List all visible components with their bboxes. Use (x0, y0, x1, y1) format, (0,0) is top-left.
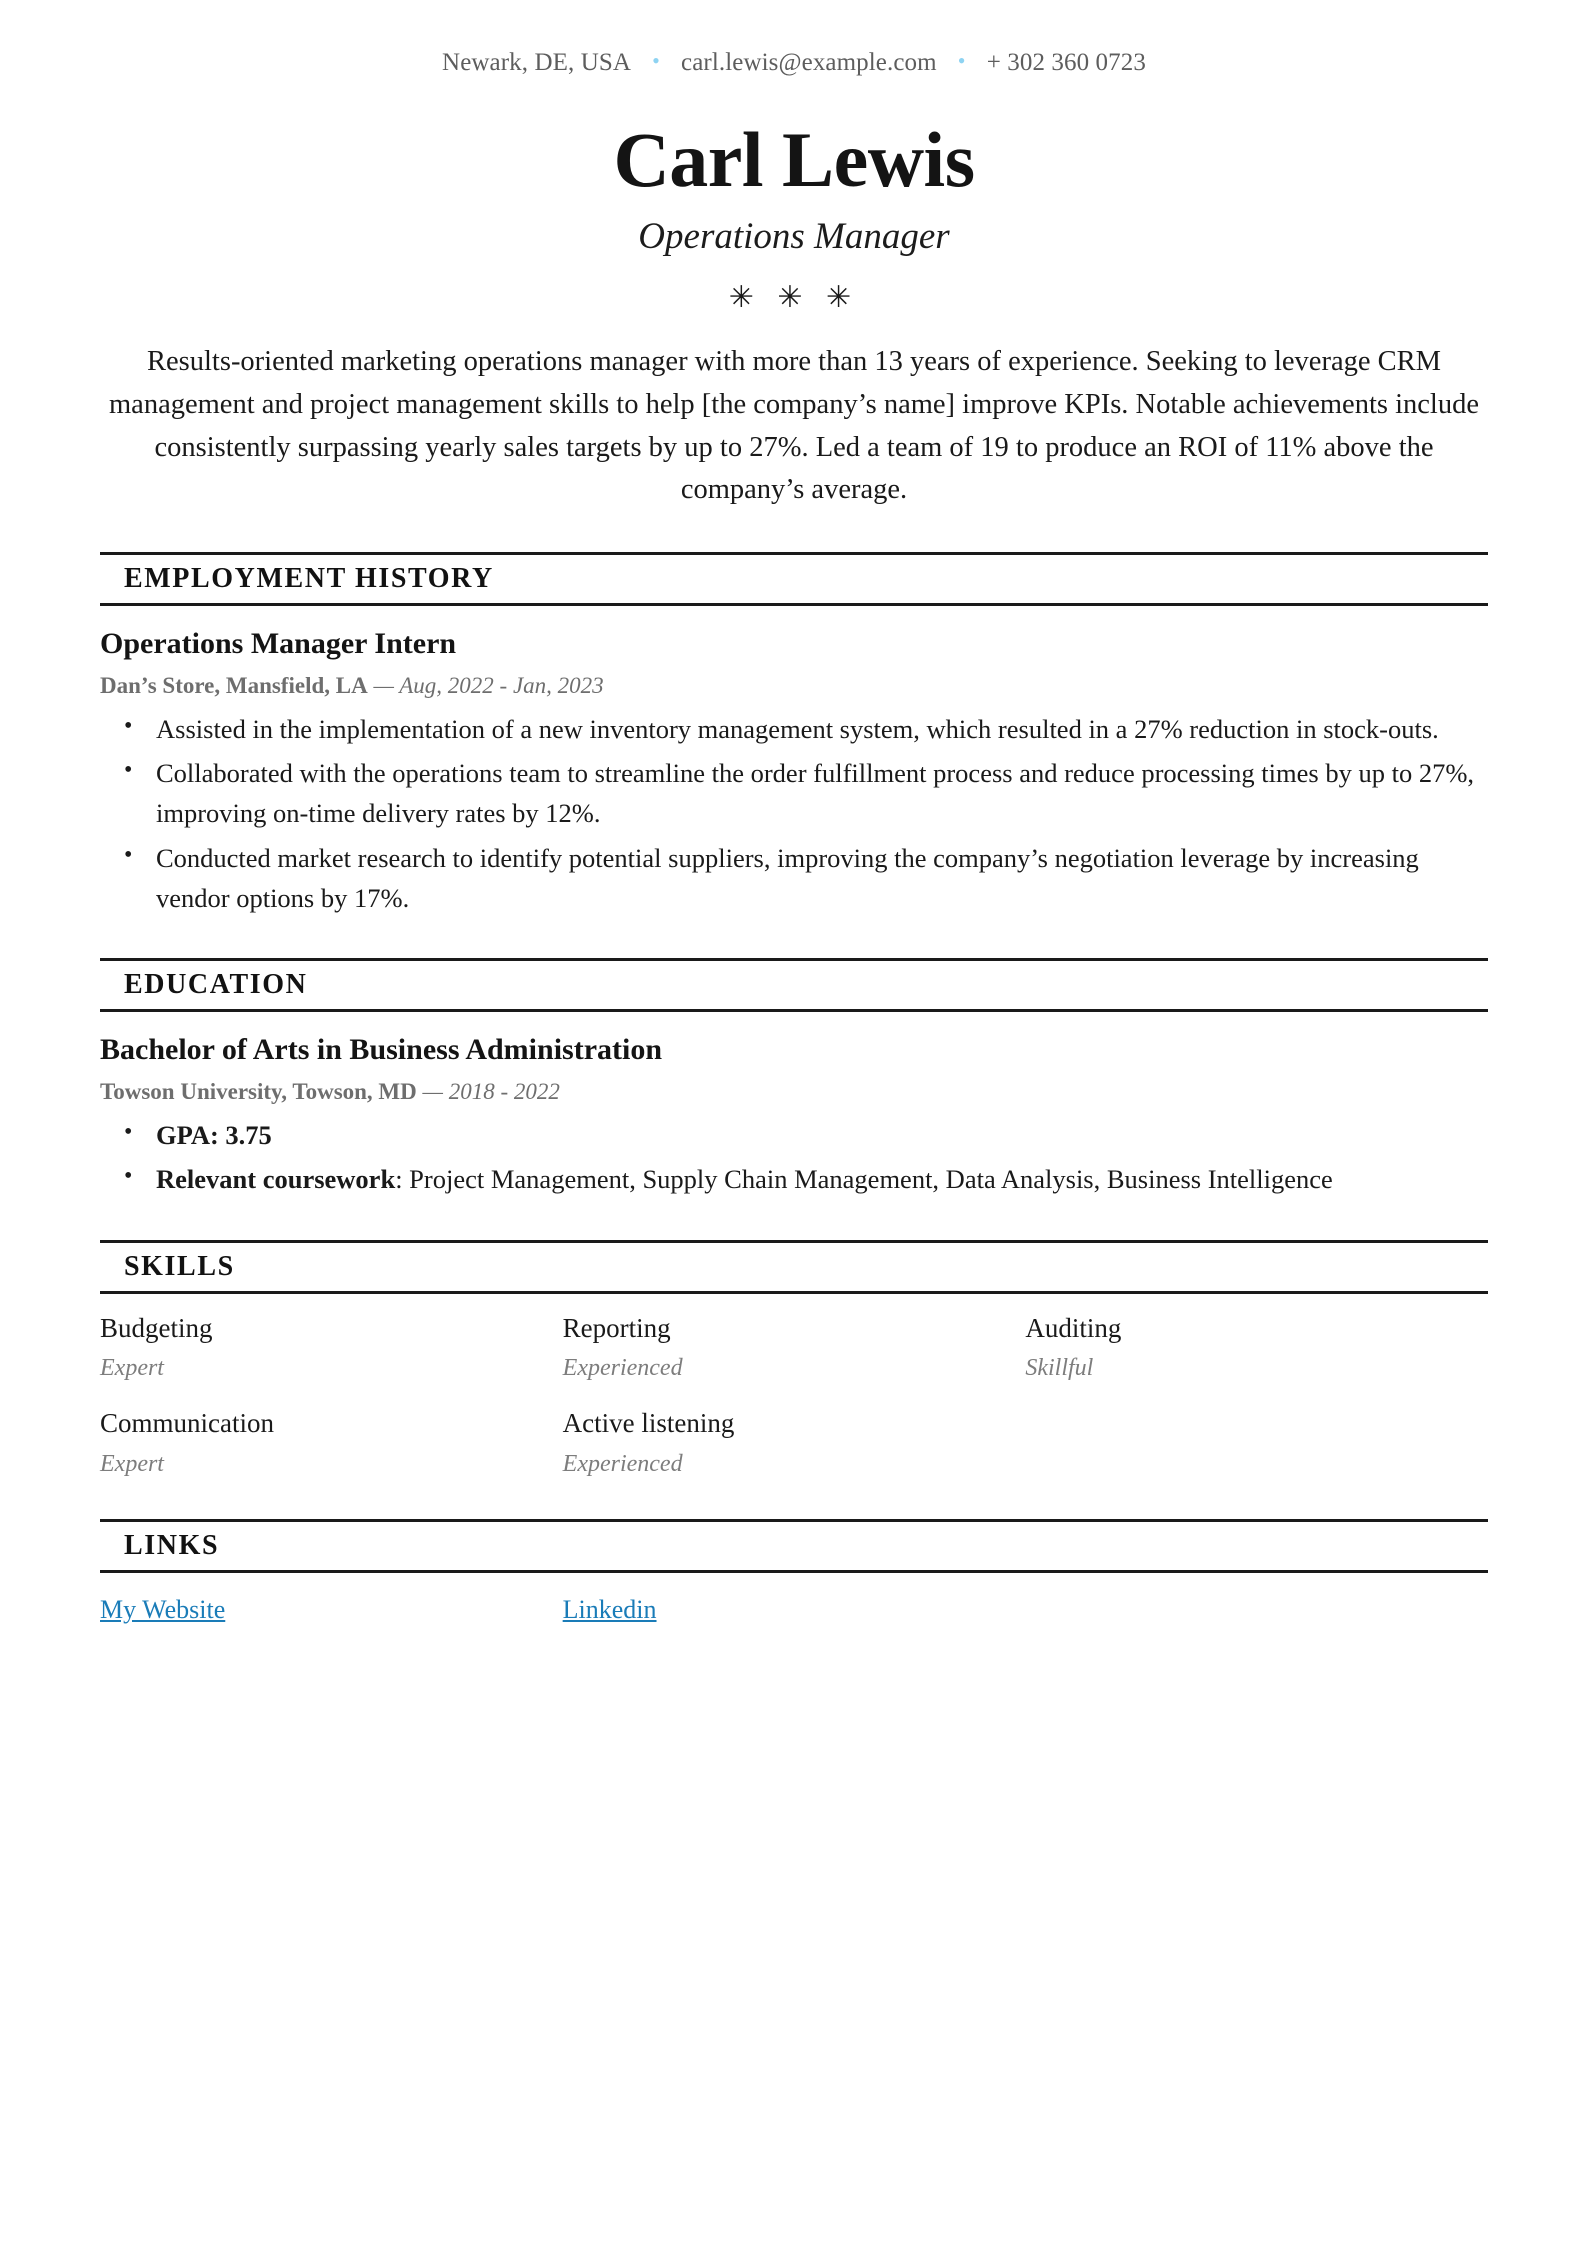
skill-name: Active listening (562, 1408, 735, 1439)
skill-name: Budgeting (100, 1312, 213, 1343)
link-cell-empty (1025, 1593, 1488, 1627)
skill-name: Auditing (1025, 1312, 1122, 1343)
employment-job-title: Operations Manager Intern (100, 627, 457, 660)
separator-dot-icon: • (957, 48, 966, 73)
education-bullet-list (100, 1115, 1488, 1200)
list-item: • Assisted in the implementation of a new inventory management system, which resulted in a 27% reduction in stock-outs. (150, 709, 1488, 749)
section-title-employment: EMPLOYMENT HISTORY (124, 563, 494, 594)
skill-name: Communication (100, 1408, 274, 1439)
contact-location: Newark, DE, USA (442, 49, 632, 76)
section-skills (100, 1240, 1488, 1480)
list-item (150, 1159, 1488, 1199)
employment-bullet-list (100, 709, 1488, 918)
link-my-website[interactable]: My Website (100, 1595, 226, 1625)
skill-item (563, 1312, 1026, 1384)
skill-level: Experienced (562, 1451, 683, 1478)
contact-line (100, 0, 1488, 77)
section-title-links: LINKS (124, 1530, 220, 1562)
section-education (100, 958, 1488, 1199)
skill-level: Experienced (562, 1355, 683, 1382)
employment-entry (100, 626, 1488, 918)
profile-summary: Results-oriented marketing operations manager with more than 13 years of experience. Seeking to leverage CRM management and project management skills to help [the company’s name] improve KPIs. Notable achievements include consistently surpassing yearly sales targets by up to 27%. Led a team of 19 to produce an ROI of 11% above the company’s average. (109, 346, 1479, 506)
education-dates: — 2018 - 2022 (422, 1079, 560, 1105)
education-meta (100, 1077, 1488, 1107)
skill-item (100, 1407, 563, 1479)
skill-item (563, 1407, 1026, 1479)
list-item: • Collaborated with the operations team to streamline the order fulfillment process and reduce processing times by up to 27%, improving on-time delivery rates by 12%. (150, 753, 1488, 834)
skill-level: Skillful (1025, 1355, 1094, 1382)
page-title: Carl Lewis (613, 116, 975, 203)
education-bullet-label: Relevant coursework (156, 1164, 396, 1195)
education-bullet-label: GPA: 3.75 (156, 1120, 272, 1151)
employment-meta (100, 671, 1488, 701)
asterisk-divider-icon: ✳ ✳ ✳ (728, 281, 860, 314)
skill-level: Expert (100, 1451, 164, 1478)
skill-item (1025, 1312, 1488, 1384)
education-bullet-text: : Project Management, Supply Chain Management, Data Analysis, Business Intelligence (395, 1164, 1333, 1195)
section-header (100, 1519, 1488, 1573)
skill-name: Reporting (562, 1312, 671, 1343)
link-cell (100, 1593, 563, 1627)
job-role-subtitle: Operations Manager (638, 216, 950, 257)
section-header (100, 958, 1488, 1012)
links-grid (100, 1593, 1488, 1627)
education-entry (100, 1032, 1488, 1199)
section-header (100, 1240, 1488, 1294)
education-degree-title: Bachelor of Arts in Business Administration (100, 1033, 663, 1067)
section-employment-history (100, 552, 1488, 918)
section-links (100, 1519, 1488, 1627)
skill-item (100, 1312, 563, 1384)
separator-dot-icon: • (652, 48, 660, 73)
employment-dates: — Aug, 2022 - Jan, 2023 (373, 673, 604, 698)
contact-email[interactable]: carl.lewis@example.com (681, 49, 937, 76)
employment-organization: Dan’s Store, Mansfield, LA (100, 673, 368, 698)
list-item (150, 1115, 1488, 1155)
list-item: • Conducted market research to identify potential suppliers, improving the company’s negotiation leverage by increasing vendor options by 17%. (150, 838, 1488, 919)
section-title-skills: SKILLS (124, 1250, 235, 1282)
section-header (100, 552, 1488, 606)
link-linkedin[interactable]: Linkedin (562, 1595, 657, 1625)
contact-phone: + 302 360 0723 (986, 49, 1146, 76)
link-cell (563, 1593, 1026, 1627)
education-institution: Towson University, Towson, MD (100, 1079, 417, 1105)
section-title-education: EDUCATION (124, 969, 308, 1001)
skill-level: Expert (100, 1355, 164, 1382)
skills-grid (100, 1312, 1488, 1480)
